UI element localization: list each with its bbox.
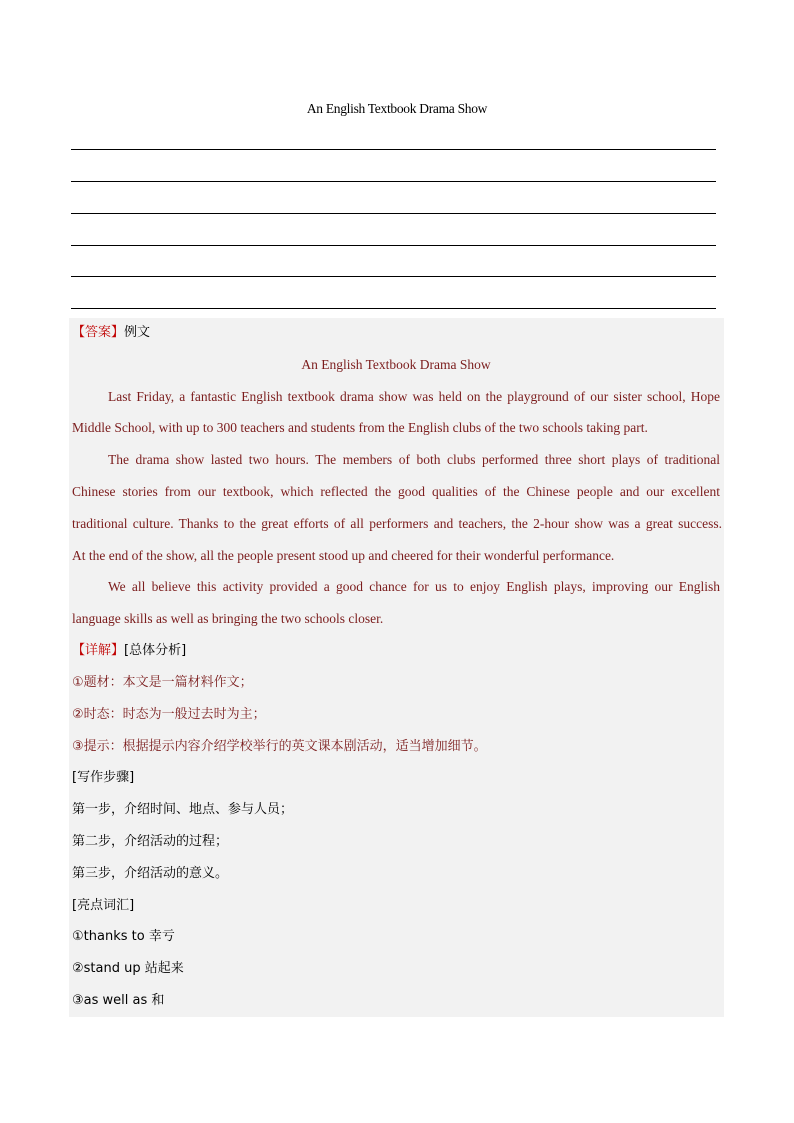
writing-line-1 [71,149,716,150]
essay-p2-line-3: traditional culture. Thanks to the great efforts of all performers and teachers, the 2-hour show was a great success. [72,516,722,531]
essay-title: An English Textbook Drama Show [301,357,491,372]
vocab-item-3: ③as well as 和 [72,993,165,1008]
step-1: 第一步，介绍时间、地点、参与人员； [72,802,294,817]
writing-line-3 [71,213,716,214]
essay-p1-line-1: Last Friday, a fantastic English textbook drama show was held on the playground of our sister school, Hope [108,389,720,404]
analysis-item-2: ②时态：时态为一般过去时为主； [72,707,266,722]
essay-p3-line-1: We all believe this activity provided a good chance for us to enjoy English plays, improving our English [108,579,720,594]
analysis-item-3: ③提示：根据提示内容介绍学校举行的英文课本剧活动，适当增加细节。 [72,739,487,754]
answer-bracket: 【答案】 [72,325,125,340]
vocab-heading: [亮点词汇] [72,898,135,913]
essay-p2-line-1: The drama show lasted two hours. The members of both clubs performed three short plays of traditional [108,452,720,467]
step-3: 第三步，介绍活动的意义。 [72,866,229,881]
writing-line-6 [71,308,716,309]
answer-label-text: 例文 [124,325,151,340]
writing-line-2 [71,181,716,182]
step-2: 第二步，介绍活动的过程； [72,834,229,849]
writing-line-4 [71,245,716,246]
writing-line-5 [71,276,716,277]
detail-label-text: [总体分析] [124,643,187,658]
vocab-item-2: ②stand up 站起来 [72,961,184,976]
analysis-item-1: ①题材：本文是一篇材料作文； [72,675,253,690]
detail-bracket: 【详解】 [72,643,125,658]
detail-label [72,642,720,660]
answer-label [72,324,720,342]
vocab-item-1: ①thanks to 幸亏 [72,929,175,944]
essay-p2-line-4: At the end of the show, all the people present stood up and cheered for their wonderful performance. [72,548,615,563]
top-title: An English Textbook Drama Show [306,101,488,116]
essay-p1-line-2: Middle School, with up to 300 teachers and students from the English clubs of the two schools taking part. [72,420,648,435]
essay-p2-line-2: Chinese stories from our textbook, which reflected the good qualities of the Chinese people and our excellent [72,484,720,499]
steps-heading: [写作步骤] [72,770,135,785]
essay-p3-line-2: language skills as well as bringing the two schools closer. [72,611,384,626]
